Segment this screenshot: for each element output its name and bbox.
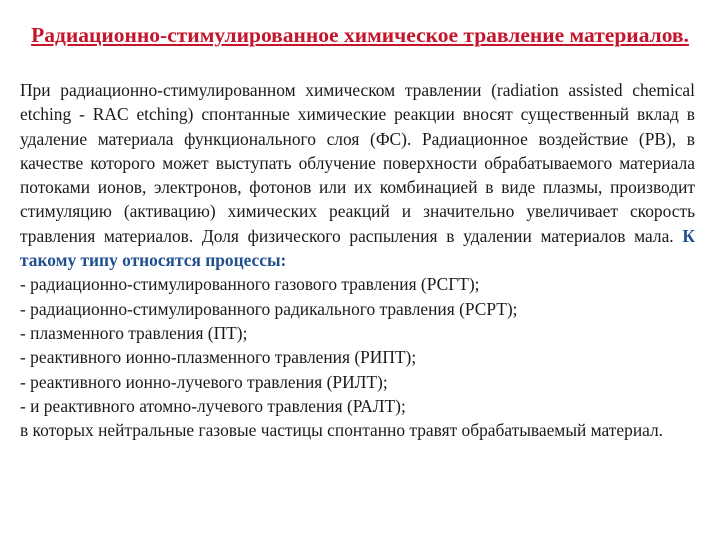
slide-body [20,78,695,442]
list-item: - плазменного травления (ПТ); [20,322,248,343]
process-types-heading: К такому типу относятся процессы: [20,225,695,271]
list-item: - и реактивного атомно-лучевого травления (РАЛТ); [20,395,406,416]
slide-title: Радиационно-стимулированное химическое травление материалов. [31,23,689,47]
list-item: - реактивного ионно-плазменного травления (РИПТ); [20,347,417,368]
closing-text: в которых нейтральные газовые частицы спонтанно травят обрабатываемый материал. [20,420,664,441]
list-item: - радиационно-стимулированного газового травления (РСГТ); [20,274,480,295]
list-item: - реактивного ионно-лучевого травления (РИЛТ); [20,371,388,392]
list-item: - радиационно-стимулированного радикального травления (РСРТ); [20,298,518,319]
intro-paragraph: При радиационно-стимулированном химическом травлении (radiation assisted chemical etching - RAC etching) спонтанные химические реакции вносят существенный вклад в удаление материала функционального слоя (ФС). Радиационное воздействие (РВ), в качестве которого может выступать облучение поверхности обрабатываемого материала потоками ионов, электронов, фотонов или их комбинацией в виде плазмы, производит стимуляцию (активацию) химических реакций и значительно увеличивает скорость травления материалов. Доля физического распыления в удалении материалов мала. [20,80,695,246]
process-list [20,272,695,418]
